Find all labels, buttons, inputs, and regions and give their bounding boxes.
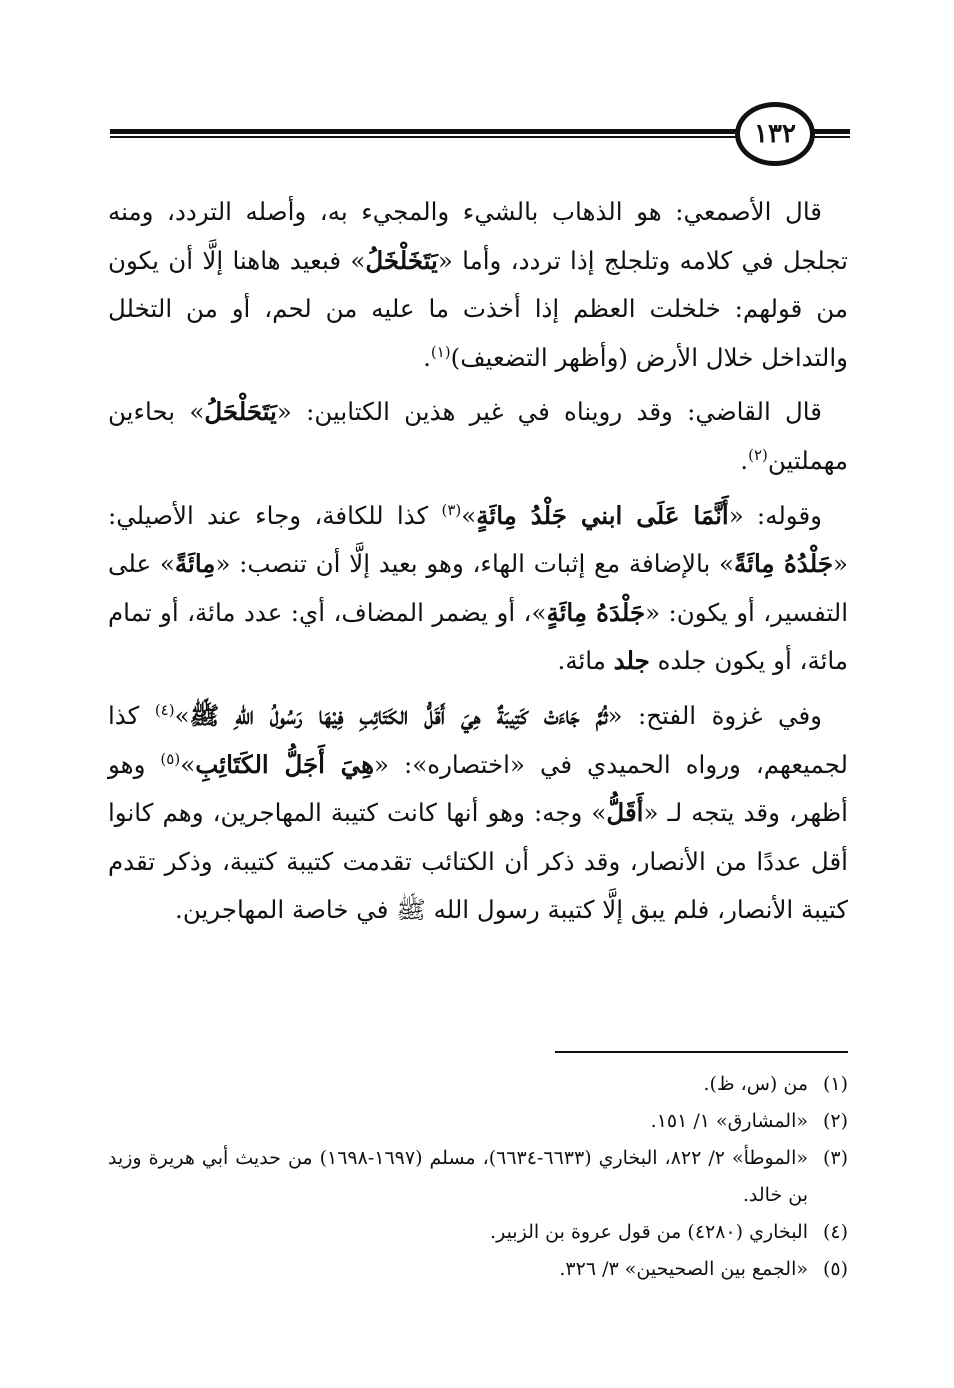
footnote-ref: (١) [430, 342, 451, 361]
quoted-text: يَتَخَلْخَلُ [365, 245, 438, 275]
quoted-text: أَقَلُّ [606, 798, 644, 828]
header-rule-right-thin-line [810, 136, 850, 138]
footnote-text: «الموطأ» ٢/ ٨٢٢، البخاري (٦٦٣٣-٦٦٣٤)، مسلم (١٦٩٧-١٦٩٨) من حديث أبي هريرة وزيد بن خالد. [108, 1147, 808, 1206]
footnote-number: (٣) [822, 1147, 848, 1169]
body-text [108, 188, 848, 941]
quoted-text: جلد [613, 646, 650, 676]
text-run: قال الأصمعي: هو الذهاب بالشيء والمجيء به، وأصله التردد، ومنه تجلجل في كلامه وتلجلج إذا تردد، وأما « [108, 197, 848, 275]
paragraph [108, 492, 848, 686]
footnote-text: «الجمع بين الصحيحين» ٣/ ٣٢٦. [559, 1258, 808, 1280]
footnote-number: (٤) [822, 1221, 848, 1243]
footnote-separator [555, 1051, 848, 1053]
footnote [108, 1251, 848, 1288]
footnote-text: البخاري (٤٢٨٠) من قول عروة بن الزبير. [490, 1221, 808, 1243]
text-run: قال القاضي: وقد رويناه في غير هذين الكتابين: « [276, 397, 822, 427]
text-run: وفي غزوة الفتح: « [607, 700, 823, 730]
footnote [108, 1214, 848, 1251]
footnote-ref: (٣) [441, 500, 462, 519]
footnote-ref: (٥) [160, 749, 181, 768]
text-run: » فبعيد هاهنا إلَّا أن يكون من قولهم: خلخلت العظم إذا أخذت ما عليه من لحم، أو من التخلل والتداخل خلال الأرض (وأظهر التضعيف) [108, 245, 848, 372]
header-rule-right-thick-line [810, 129, 850, 134]
footnote-ref: (٤) [154, 700, 175, 719]
header-rule-thin-line [110, 136, 740, 138]
footnotes [108, 1066, 848, 1288]
footnote-ref: (٢) [748, 445, 768, 464]
text-run: » بالإضافة مع إثبات الهاء، وهو بعيد إلَّا أن تنصب: « [215, 549, 735, 579]
text-run: . [740, 445, 749, 475]
text-run: » [180, 749, 196, 779]
text-run: مائة. [557, 646, 614, 676]
header-rule-right [810, 129, 850, 138]
quoted-text: مِائَةً [174, 549, 216, 579]
header-rule-thick-line [110, 129, 740, 134]
text-run: » بحاءين مهملتين [108, 397, 848, 475]
quoted-text: أَنَّمَا عَلَى ابني جَلْدُ مِائَةٍ [476, 500, 729, 530]
quoted-text: يَتَحَلْحَلُ [204, 397, 277, 427]
footnote-number: (١) [822, 1073, 848, 1095]
footnote [108, 1103, 848, 1140]
text-run: وهو أظهر، وقد يتجه لـ « [108, 749, 848, 828]
quoted-text: هِيَ أَجَلُّ الكَتَائِبِ [195, 749, 375, 779]
footnote-number: (٢) [822, 1110, 848, 1132]
footnote-text: من (س، ظ). [703, 1073, 808, 1095]
quoted-text: ثُمَّ جَاءَتْ كَتِيبَةٌ هِيَ أَقَلُّ الكَتَائِبِ فِيْهَا رَسُولُ اللهِ ﷺ [189, 700, 608, 730]
text-run: كذا لجميعهم، ورواه الحميدي في «اختصاره»: « [108, 700, 849, 779]
page-number: ١٣٢ [754, 119, 796, 149]
text-run: وقوله: « [728, 500, 822, 530]
footnote-number: (٥) [822, 1258, 848, 1280]
quoted-text: جَلْدَهُ مِائَةٍ [546, 597, 646, 627]
footnote [108, 1140, 848, 1214]
footnote [108, 1066, 848, 1103]
text-run: » على التفسير، أو يكون: « [108, 549, 849, 627]
text-run: »، أو يضمر المضاف، أي: عدد مائة، أو تمام مائة، أو يكون جلده [108, 597, 848, 676]
text-run: » وجه: وهو أنها كانت كتيبة المهاجرين، وهم كانوا أقل عددًا من الأنصار، وقد ذكر أن الكتائب تقدمت كتيبة كتيبة، وذكر تقدم كتيبة الأنصار، فلم يبق إلَّا كتيبة رسول الله ﷺ في خاصة المهاجرين. [108, 798, 848, 925]
quoted-text: جَلْدُهُ مِائَةً [734, 549, 833, 579]
footnote-text: «المشارق» ١/ ١٥١. [650, 1110, 808, 1132]
paragraph [108, 188, 848, 382]
paragraph [108, 388, 848, 485]
page-number-badge [735, 102, 815, 166]
text-run: كذا للكافة، وجاء عند الأصيلي: « [108, 500, 848, 579]
header-rule [110, 129, 740, 138]
text-run: » [461, 500, 477, 530]
paragraph [108, 692, 848, 935]
text-run: » [174, 700, 190, 730]
text-run: . [423, 342, 431, 372]
